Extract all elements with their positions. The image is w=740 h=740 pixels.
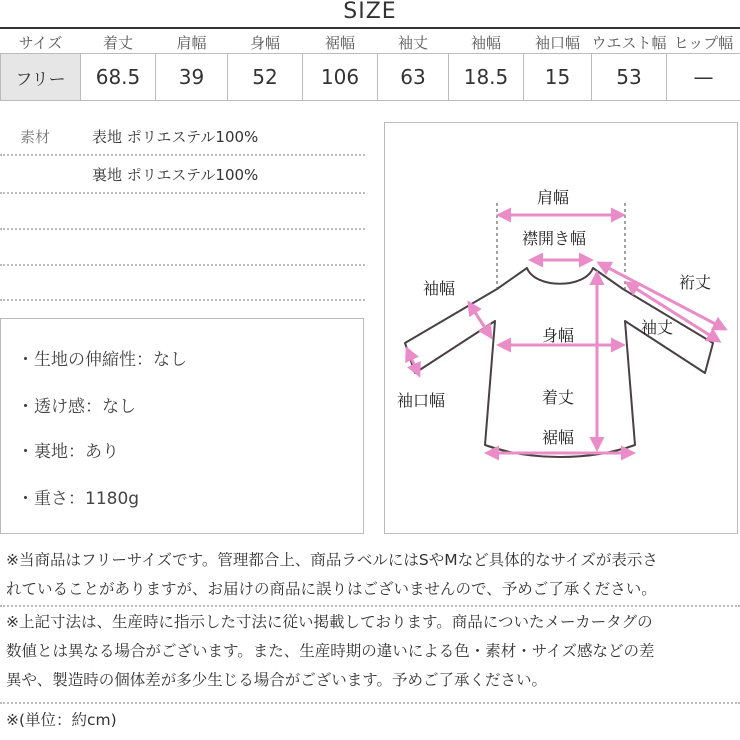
header-size: サイズ [18,33,63,52]
header-waist: ウエスト幅 [591,33,667,52]
property-stretch: ・生地の伸縮性：なし [17,350,187,370]
material-label: 素材 [20,128,51,146]
size-table [0,31,740,101]
note-line: 異や、製造時の個体差が多少生じる場合がございます。予めご了承ください。 [6,671,547,689]
label-body-width: 身幅 [542,326,575,345]
row-size-free: フリー [1,54,81,101]
header-shoulder: 肩幅 [176,33,207,52]
label-length: 着丈 [542,388,575,407]
header-hip: ヒップ幅 [673,33,734,52]
size-header-row [1,31,740,54]
note-measurements [6,608,655,695]
value-waist: 53 [592,54,667,101]
divider [0,228,365,230]
property-lining: ・裏地：あり [17,442,119,462]
divider [0,264,365,266]
note-line: 数値とは異なる場合がございます。また、生産時期の違いによる色・素材・サイズ感などの差 [6,642,655,660]
value-shoulder: 39 [156,54,228,101]
value-hip: — [667,54,740,101]
value-length: 68.5 [81,54,156,101]
value-sleeve-length: 63 [378,54,449,101]
divider [0,192,365,194]
property-weight: ・重さ：1180g [17,489,140,509]
note-line: ※上記寸法は、生産時に指示した寸法に従い掲載しております。商品についたメーカータグの [6,613,653,631]
divider [0,702,740,704]
header-sleeve-width: 袖幅 [470,33,501,52]
size-title: SIZE [343,0,397,24]
value-cuff-width: 15 [524,54,592,101]
label-cuff: 袖口幅 [397,391,446,410]
note-line: れていることがありますが、お届けの商品に誤りはございませんので、予めご了承ください。 [6,580,657,598]
header-cuff-width: 袖口幅 [534,33,580,52]
note-line: ※当商品はフリーサイズです。管理都合上、商品ラベルにはSやMなど具体的なサイズが表示さ [6,551,658,569]
table-row [1,54,740,101]
divider [0,605,740,607]
measurement-diagram [384,122,738,534]
label-sleeve-width: 袖幅 [423,279,456,298]
label-sleeve-length: 袖丈 [641,318,674,337]
material-outer: 表地 ポリエステル100% [92,128,259,146]
label-hem: 裾幅 [542,428,575,447]
header-hem-width: 裾幅 [324,33,355,52]
divider [0,299,365,301]
fabric-properties-box [0,318,364,534]
value-sleeve-width: 18.5 [449,54,524,101]
header-length: 着丈 [102,33,133,52]
value-hem-width: 106 [303,54,378,101]
label-shoulder: 肩幅 [537,188,570,207]
value-body-width: 52 [228,54,303,101]
note-free-size [6,546,658,604]
title-rule [0,27,740,29]
label-neck: 襟開き幅 [522,229,587,248]
material-lining: 裏地 ポリエステル100% [92,166,259,184]
header-sleeve-length: 袖丈 [397,33,428,52]
label-yuki: 裄丈 [679,273,712,292]
unit-note: ※(単位：約cm) [6,711,117,729]
property-sheerness: ・透け感：なし [17,397,136,417]
header-body-width: 身幅 [249,33,280,52]
divider [0,154,365,156]
